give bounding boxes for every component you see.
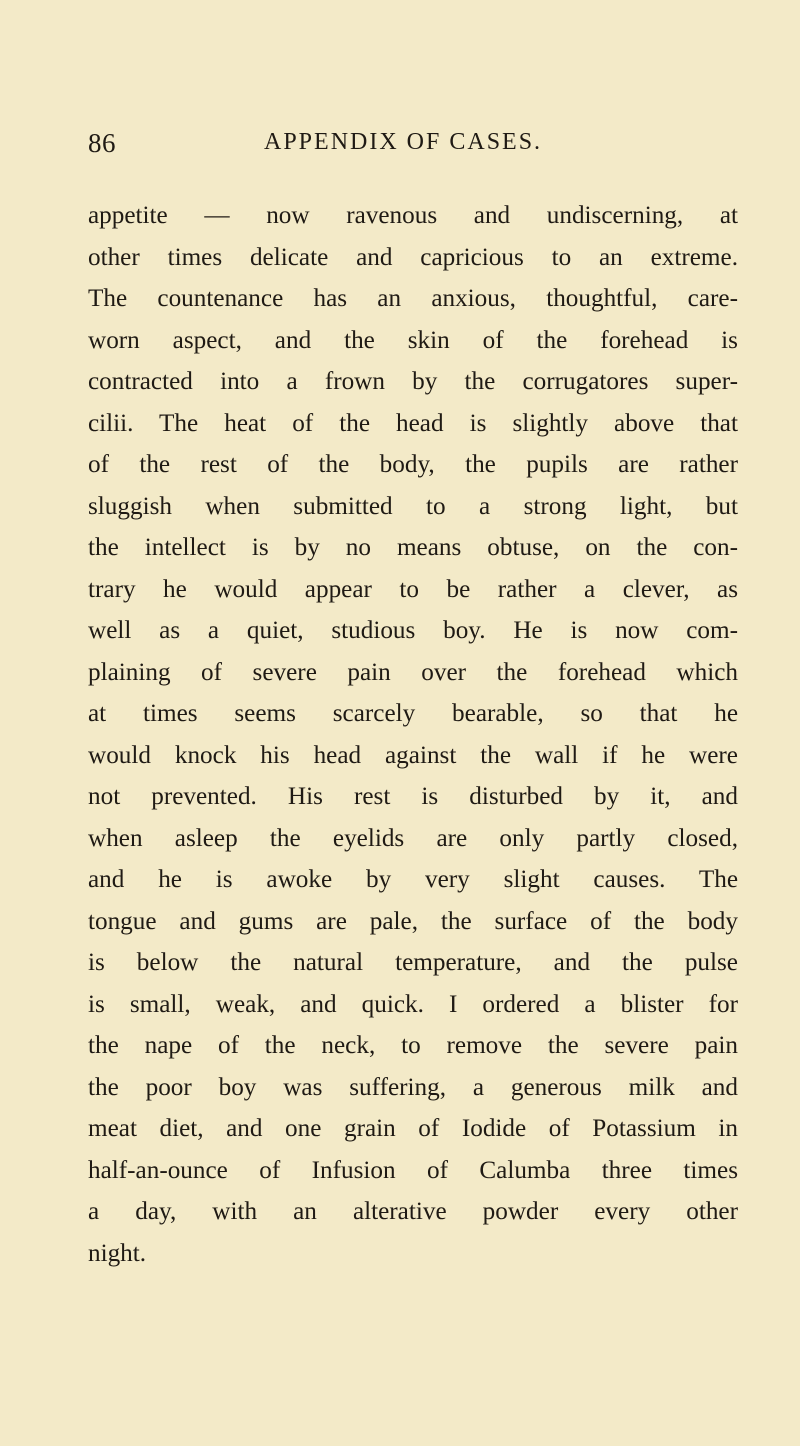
running-head: APPENDIX OF CASES.	[264, 129, 543, 155]
text-line: the nape of the neck, to remove the severe pain	[88, 1032, 738, 1059]
page-number: 86	[88, 128, 116, 158]
text-line: meat diet, and one grain of Iodide of Potassium in	[88, 1115, 738, 1142]
text-line: well as a quiet, studious boy. He is now com-	[88, 617, 738, 644]
page-header	[88, 128, 738, 168]
text-line: is small, weak, and quick. I ordered a blister for	[88, 990, 738, 1018]
text-line: not prevented. His rest is disturbed by it, and	[88, 783, 738, 810]
text-line: at times seems scarcely bearable, so that he	[88, 700, 738, 727]
text-line: contracted into a frown by the corrugatores super-	[88, 368, 738, 395]
text-line: cilii. The heat of the head is slightly above that	[88, 409, 738, 437]
text-line: the intellect is by no means obtuse, on the con-	[88, 534, 738, 561]
text-line: worn aspect, and the skin of the forehead is	[88, 326, 738, 354]
text-line: would knock his head against the wall if he were	[88, 741, 738, 769]
text-line: The countenance has an anxious, thoughtful, care-	[88, 285, 738, 312]
text-line: and he is awoke by very slight causes. The	[88, 866, 738, 893]
text-line: a day, with an alterative powder every other	[88, 1198, 738, 1225]
body-text	[88, 195, 738, 1274]
text-line: the poor boy was suffering, a generous milk and	[88, 1073, 738, 1101]
text-line: night.	[88, 1239, 147, 1267]
text-line: other times delicate and capricious to an extreme.	[88, 243, 738, 271]
text-line: when asleep the eyelids are only partly closed,	[88, 824, 738, 852]
text-line: tongue and gums are pale, the surface of the body	[88, 907, 738, 935]
text-line: of the rest of the body, the pupils are rather	[88, 451, 738, 478]
text-line: half-an-ounce of Infusion of Calumba three times	[88, 1156, 738, 1184]
text-line: is below the natural temperature, and the pulse	[88, 949, 738, 976]
text-line: sluggish when submitted to a strong light, but	[88, 492, 738, 520]
text-line: plaining of severe pain over the forehead which	[88, 658, 738, 686]
text-line: appetite — now ravenous and undiscerning, at	[88, 202, 738, 229]
text-line: trary he would appear to be rather a clever, as	[88, 575, 738, 603]
